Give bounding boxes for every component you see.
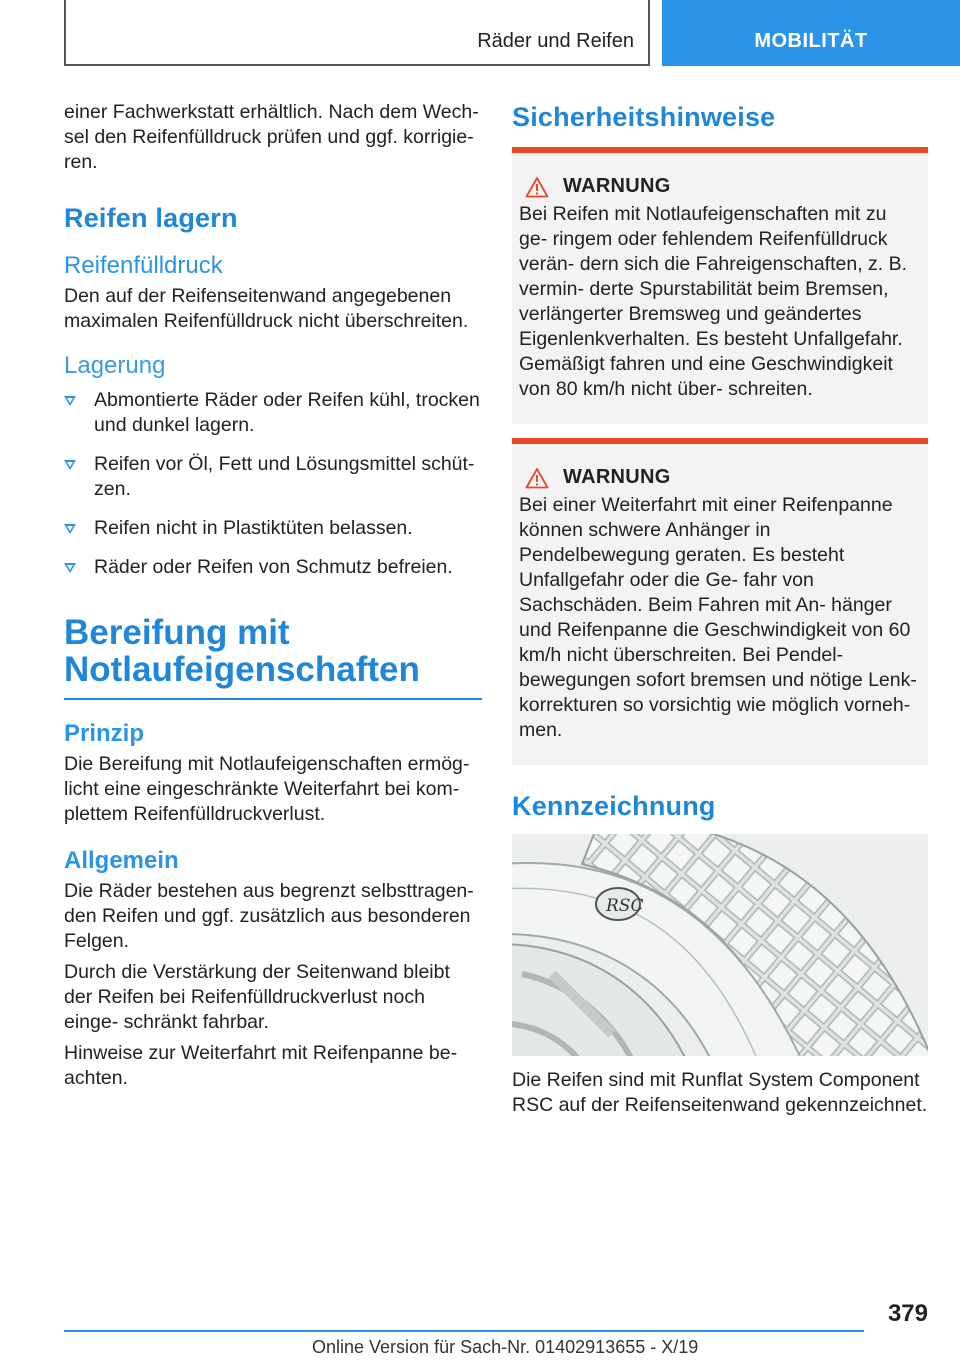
- triangle-bullet-icon: [64, 563, 76, 573]
- warning-title: WARNUNG: [563, 466, 671, 488]
- list-item: Räder oder Reifen von Schmutz befreien.: [64, 555, 482, 580]
- page-number: 379: [887, 1300, 928, 1327]
- paragraph-allgemein-2: Durch die Verstärkung der Seitenwand bleibt der Reifen bei Reifenfülldruckverlust noch einge- schränkt fahrbar.: [64, 961, 450, 1033]
- left-column: [64, 100, 482, 1097]
- warning-header: [519, 466, 920, 489]
- triangle-bullet-icon: [64, 396, 76, 406]
- warning-title: WARNUNG: [563, 175, 671, 197]
- intro-paragraph: einer Fachwerkstatt erhältlich. Nach dem Wech- sel den Reifenfülldruck prüfen und ggf. korrigie- ren.: [64, 101, 479, 173]
- heading-bereifung: Bereifung mit Notlaufeigenschaften: [64, 614, 482, 700]
- heading-allgemein: Allgemein: [64, 847, 179, 874]
- warning-box: [512, 438, 928, 765]
- tire-illustration-svg: [512, 834, 928, 1056]
- warning-triangle-icon: [525, 467, 549, 489]
- right-column: [512, 100, 928, 1124]
- triangle-bullet-icon: [64, 524, 76, 534]
- heading-kennzeichnung: Kennzeichnung: [512, 791, 716, 821]
- heading-lagerung: Lagerung: [64, 352, 166, 379]
- paragraph-kennzeichnung: Die Reifen sind mit Runflat System Component RSC auf der Reifenseitenwand gekennzeichnet.: [512, 1069, 928, 1116]
- warning-box: [512, 147, 928, 424]
- tire-sidewall-illustration: [512, 834, 928, 1056]
- heading-reifen-lagern: Reifen lagern: [64, 203, 238, 233]
- heading-sicherheitshinweise: Sicherheitshinweise: [512, 102, 776, 132]
- paragraph-allgemein-1: Die Räder bestehen aus begrenzt selbsttragen- den Reifen und ggf. zusätzlich aus besonderen Felgen.: [64, 880, 474, 952]
- list-item: Reifen vor Öl, Fett und Lösungsmittel schüt- zen.: [64, 452, 482, 502]
- lagerung-list: [64, 388, 482, 580]
- list-item: Abmontierte Räder oder Reifen kühl, trocken und dunkel lagern.: [64, 388, 482, 438]
- paragraph-reifenfuelldruck: Den auf der Reifenseitenwand angegebenen maximalen Reifenfülldruck nicht überschreiten.: [64, 285, 469, 332]
- header-section-title: Räder und Reifen: [477, 30, 634, 52]
- warning-triangle-icon: [525, 176, 549, 198]
- heading-reifenfuelldruck: Reifenfülldruck: [64, 252, 223, 279]
- list-item: Reifen nicht in Plastiktüten belassen.: [64, 516, 482, 541]
- header-chapter-tab: [662, 0, 960, 66]
- svg-text:RSC: RSC: [606, 896, 644, 916]
- footer-divider: [64, 1330, 864, 1332]
- header-chapter-label: MOBILITÄT: [754, 30, 868, 52]
- header-section-box: [64, 0, 650, 66]
- footer-version-text: Online Version für Sach-Nr. 01402913655 - X/19: [312, 1337, 699, 1357]
- warning-text: Bei einer Weiterfahrt mit einer Reifenpanne können schwere Anhänger in Pendelbewegung geraten. Es besteht Unfallgefahr oder die Ge- fahr von Sachschäden. Beim Fahren mit An- hänger und Reifenpanne die Geschwindigkeit von 60 km/h nicht überschreiten. Bei Pendel- bewegungen sofort bremsen und nötige Lenk- korrekturen so vorsichtig wie möglich vorneh- men.: [519, 494, 917, 741]
- paragraph-allgemein-3: Hinweise zur Weiterfahrt mit Reifenpanne be- achten.: [64, 1042, 458, 1089]
- heading-prinzip: Prinzip: [64, 720, 145, 747]
- paragraph-prinzip: Die Bereifung mit Notlaufeigenschaften ermög- licht eine eingeschränkte Weiterfahrt bei kom- plettem Reifenfülldruckverlust.: [64, 753, 470, 825]
- warning-header: [519, 175, 920, 198]
- triangle-bullet-icon: [64, 460, 76, 470]
- warning-text: Bei Reifen mit Notlaufeigenschaften mit zu ge- ringem oder fehlendem Reifenfülldruck verän- dern sich die Fahreigenschaften, z. B. vermin- derte Spurstabilität beim Bremsen, verlängerter Bremsweg und geändertes Eigenlenkverhalten. Es besteht Unfallgefahr. Gemäßigt fahren und eine Geschwindigkeit von 80 km/h nicht über- schreiten.: [519, 203, 908, 400]
